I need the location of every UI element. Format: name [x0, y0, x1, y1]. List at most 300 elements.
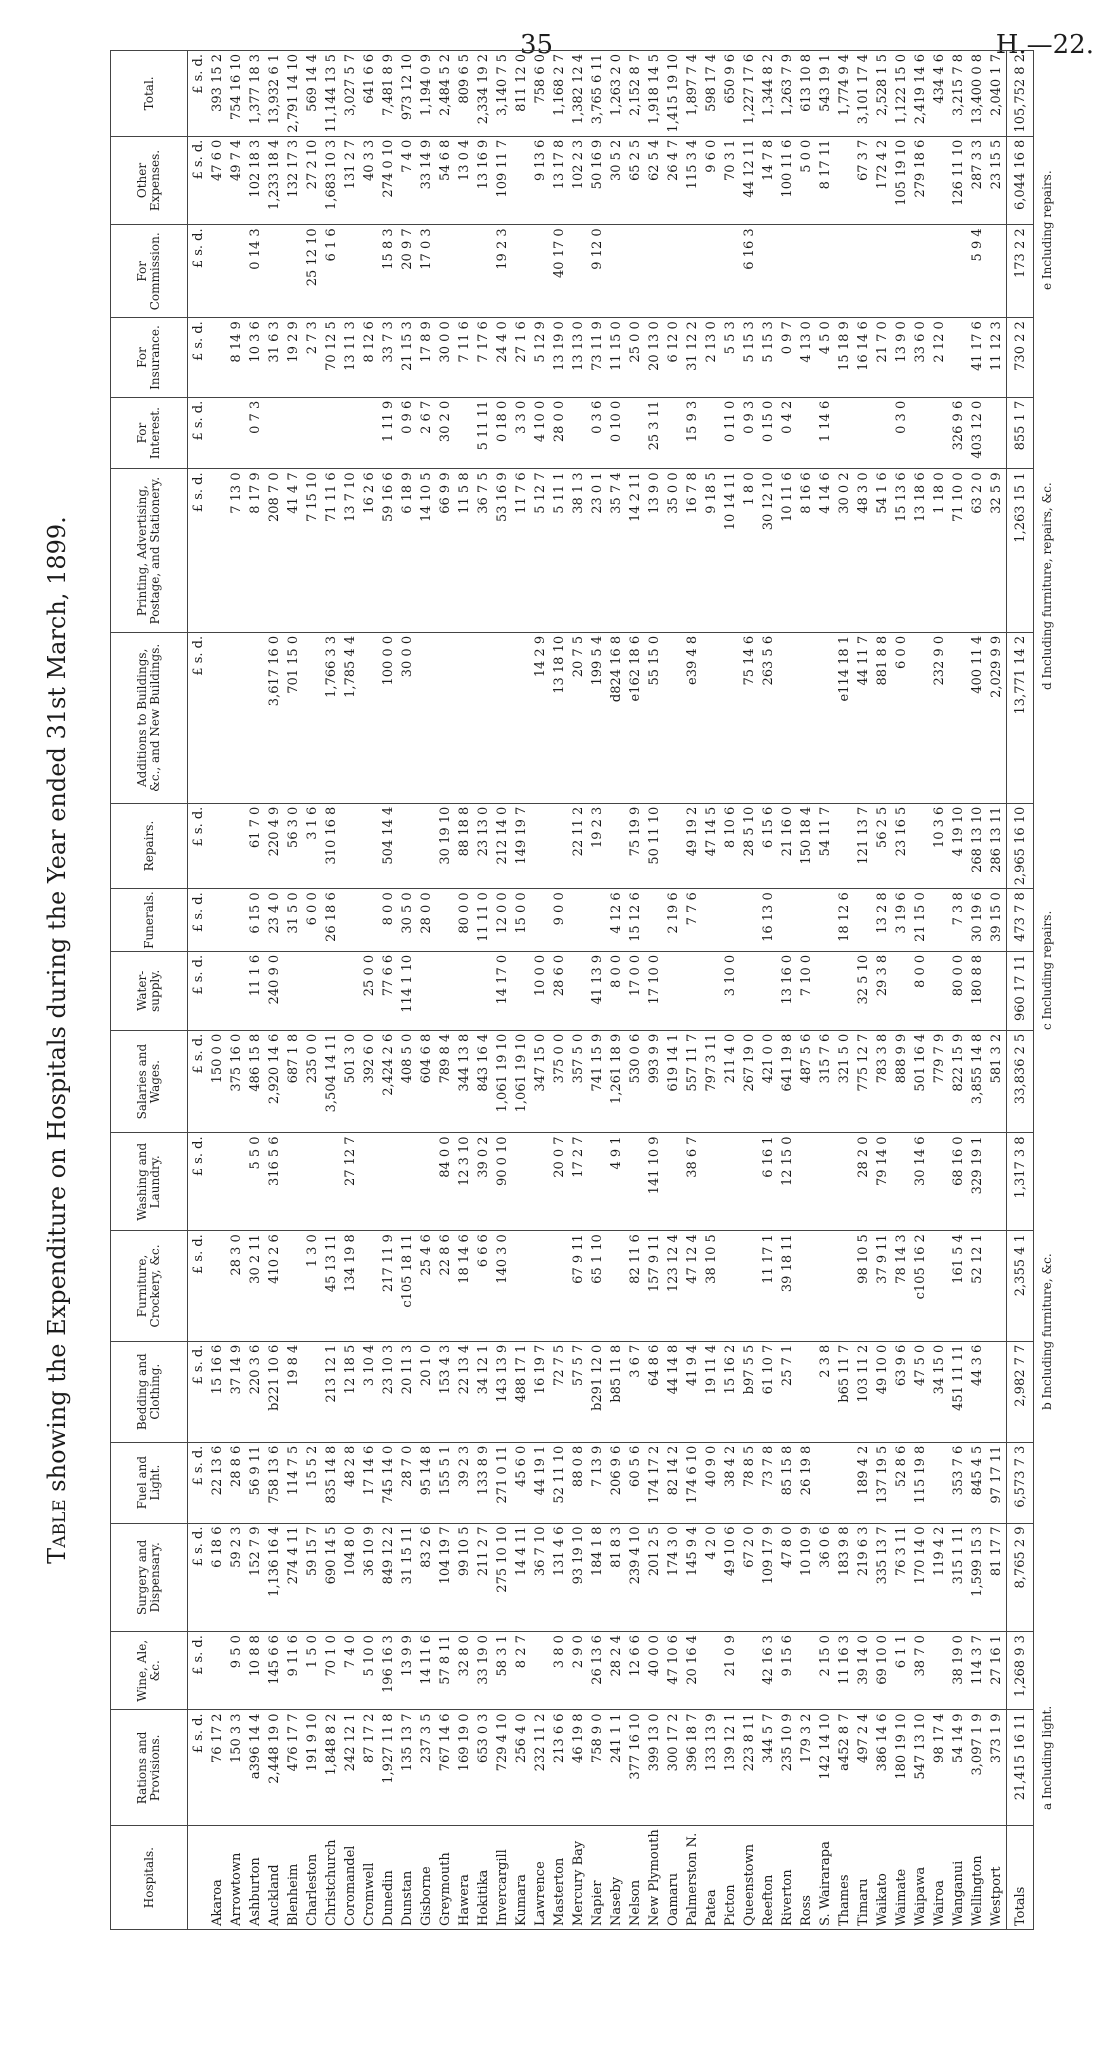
table-cell: 4 13 0 [797, 318, 816, 398]
table-cell: 22 8 6 [436, 1231, 455, 1342]
table-cell: 758 6 0 [531, 51, 550, 137]
table-cell: e39 4 8 [683, 632, 702, 803]
table-cell [493, 632, 512, 803]
table-cell: 13 2 8 [873, 889, 892, 952]
table-cell: 2,920 14 6 [265, 1030, 284, 1133]
hospital-name: Patea [702, 1826, 721, 1930]
table-body [188, 51, 1034, 1930]
table-cell: 1,774 9 4 [835, 51, 854, 137]
table-cell [797, 225, 816, 318]
table-cell: 3,027 5 7 [341, 51, 360, 137]
table-cell: 152 7 9 [246, 1523, 265, 1632]
table-cell: £ s. d. [188, 318, 209, 398]
table-cell: 581 3 2 [987, 1030, 1007, 1133]
hospital-name: Palmerston N. [683, 1826, 702, 1930]
table-cell: 49 7 4 [227, 136, 246, 225]
table-cell: 641 19 8 [778, 1030, 797, 1133]
table-cell: 19 8 4 [284, 1341, 303, 1442]
table-cell: 62 5 4 [645, 136, 664, 225]
hospital-name: Dunedin [379, 1826, 398, 1930]
table-cell: 1,268 9 3 [1007, 1632, 1034, 1710]
table-cell: 10 14 11 [721, 469, 740, 633]
table-cell: 13 0 4 [455, 136, 474, 225]
table-cell: 7 11 6 [455, 318, 474, 398]
hospital-name: Arrowtown [227, 1826, 246, 1930]
table-cell: 741 15 9 [588, 1030, 607, 1133]
table-row [892, 51, 911, 1930]
table-cell: 6,573 7 3 [1007, 1442, 1034, 1523]
table-cell: 1,415 19 10 [664, 51, 683, 137]
table-cell: 6 16 3 [740, 225, 759, 318]
table-row [816, 51, 835, 1930]
table-cell [987, 951, 1007, 1030]
table-row [550, 51, 569, 1930]
table-cell [759, 225, 778, 318]
table-row [626, 51, 645, 1930]
table-row [208, 51, 227, 1930]
table-cell: 5 15 3 [759, 318, 778, 398]
table-cell: 75 19 9 [626, 803, 645, 889]
table-cell: 78 8 5 [740, 1442, 759, 1523]
table-cell [626, 225, 645, 318]
table-cell: 65 1 10 [588, 1231, 607, 1342]
table-cell [797, 1231, 816, 1342]
table-cell: 811 12 0 [512, 51, 531, 137]
table-cell: 25 12 10 [303, 225, 322, 318]
table-cell: 217 11 9 [379, 1231, 398, 1342]
table-cell: 26 4 7 [664, 136, 683, 225]
hospital-name: Napier [588, 1826, 607, 1930]
table-cell [702, 397, 721, 469]
table-cell [626, 397, 645, 469]
table-cell [702, 889, 721, 952]
table-cell: 1,061 19 10 [493, 1030, 512, 1133]
table-cell [550, 803, 569, 889]
table-cell: 52 8 6 [892, 1442, 911, 1523]
table-cell [702, 1133, 721, 1231]
table-cell: 32 8 0 [455, 1632, 474, 1710]
table-cell: 13 9 9 [398, 1632, 417, 1710]
table-cell [987, 225, 1007, 318]
table-cell [664, 1133, 683, 1231]
table-cell: 268 13 10 [968, 803, 987, 889]
table-cell: 758 9 0 [588, 1710, 607, 1826]
table-cell [759, 951, 778, 1030]
table-cell [626, 1133, 645, 1231]
table-cell: 38 7 0 [911, 1632, 930, 1710]
table-cell: 835 14 8 [322, 1442, 341, 1523]
table-cell: 235 0 0 [303, 1030, 322, 1133]
table-cell: 6 15 0 [246, 889, 265, 952]
table-cell [911, 225, 930, 318]
table-cell: 8 0 0 [379, 889, 398, 952]
table-row [740, 51, 759, 1930]
table-cell [208, 1133, 227, 1231]
table-cell: b221 10 6 [265, 1341, 284, 1442]
table-cell [360, 803, 379, 889]
table-cell: 13 7 10 [341, 469, 360, 633]
hospital-name: Wellington [968, 1826, 987, 1930]
table-cell: 45 6 0 [512, 1442, 531, 1523]
table-cell: 104 8 0 [341, 1523, 360, 1632]
hospital-name: Hawera [455, 1826, 474, 1930]
table-cell [379, 1133, 398, 1231]
table-cell: 102 2 3 [569, 136, 588, 225]
table-cell: 287 3 3 [968, 136, 987, 225]
table-cell: 396 18 7 [683, 1710, 702, 1826]
table-cell: 88 18 8 [455, 803, 474, 889]
table-cell: 95 14 8 [417, 1442, 436, 1523]
table-cell [835, 1133, 854, 1231]
table-cell: 30 19 6 [968, 889, 987, 952]
table-cell: 783 3 8 [873, 1030, 892, 1133]
column-header: Total. [111, 51, 188, 137]
table-cell: 180 8 8 [968, 951, 987, 1030]
table-cell: 315 7 6 [816, 1030, 835, 1133]
table-cell: 20 11 3 [398, 1341, 417, 1442]
table-cell [512, 136, 531, 225]
table-cell: 3,617 16 0 [265, 632, 284, 803]
table-cell: 487 5 6 [797, 1030, 816, 1133]
table-cell [208, 889, 227, 952]
table-cell: 15 8 3 [379, 225, 398, 318]
table-cell: 34 12 1 [474, 1341, 493, 1442]
table-cell [227, 951, 246, 1030]
table-cell: 14 10 5 [417, 469, 436, 633]
table-cell: 150 18 4 [797, 803, 816, 889]
table-cell [455, 951, 474, 1030]
table-cell: 199 5 4 [588, 632, 607, 803]
table-cell [987, 1231, 1007, 1342]
table-cell: 3 10 4 [360, 1341, 379, 1442]
table-cell: 393 15 2 [208, 51, 227, 137]
table-cell: 12 18 5 [341, 1341, 360, 1442]
table-cell [721, 225, 740, 318]
hospital-name: Kumara [512, 1826, 531, 1930]
table-cell [740, 951, 759, 1030]
table-cell [664, 803, 683, 889]
table-cell: 400 11 4 [968, 632, 987, 803]
table-cell: 488 17 1 [512, 1341, 531, 1442]
table-cell [436, 225, 455, 318]
table-cell: 38 19 0 [949, 1632, 968, 1710]
table-cell [778, 889, 797, 952]
table-cell: 11 7 6 [512, 469, 531, 633]
table-title-prefix: Table [43, 1499, 71, 1564]
table-cell [835, 951, 854, 1030]
table-cell: 310 16 8 [322, 803, 341, 889]
table-cell: 822 15 9 [949, 1030, 968, 1133]
table-cell: 15 0 0 [512, 889, 531, 952]
table-cell: 15 18 9 [835, 318, 854, 398]
table-cell: 80 0 0 [455, 889, 474, 952]
hospital-name: Mercury Bay [569, 1826, 588, 1930]
table-cell: 650 9 6 [721, 51, 740, 137]
table-cell: 169 19 0 [455, 1710, 474, 1826]
table-cell: 22 13 6 [208, 1442, 227, 1523]
column-header: Washing and Laundry. [111, 1133, 188, 1231]
page-number: 35 [520, 30, 554, 60]
table-cell: 76 3 11 [892, 1523, 911, 1632]
table-cell: 41 4 7 [284, 469, 303, 633]
table-cell [208, 469, 227, 633]
table-cell: 6 0 0 [303, 889, 322, 952]
table-cell [474, 632, 493, 803]
table-cell: 1 5 0 [303, 1632, 322, 1710]
table-cell: 47 12 4 [683, 1231, 702, 1342]
table-cell: 1,599 15 3 [968, 1523, 987, 1632]
table-cell: £ s. d. [188, 1632, 209, 1710]
column-header: For Commission. [111, 225, 188, 318]
table-cell: 758 13 6 [265, 1442, 284, 1523]
table-cell: 39 15 0 [987, 889, 1007, 952]
table-cell [797, 1632, 816, 1710]
table-cell: 1,766 3 3 [322, 632, 341, 803]
table-cell [208, 1632, 227, 1710]
table-cell: 16 2 6 [360, 469, 379, 633]
table-cell: 501 3 0 [341, 1030, 360, 1133]
table-cell [360, 1133, 379, 1231]
hospital-name: Masterton [550, 1826, 569, 1930]
table-cell: 140 3 0 [493, 1231, 512, 1342]
table-cell [702, 1632, 721, 1710]
table-cell: 23 15 5 [987, 136, 1007, 225]
column-header: For Insurance. [111, 318, 188, 398]
table-cell: 31 6 3 [265, 318, 284, 398]
table-cell [930, 225, 949, 318]
table-cell: 2,040 1 7 [987, 51, 1007, 137]
table-cell: 79 14 0 [873, 1133, 892, 1231]
table-cell: 80 0 0 [949, 951, 968, 1030]
table-cell: 267 19 0 [740, 1030, 759, 1133]
table-cell [436, 632, 455, 803]
table-cell: 408 5 0 [398, 1030, 417, 1133]
table-cell: 1 14 6 [816, 397, 835, 469]
table-cell: 1,122 15 0 [892, 51, 911, 137]
table-cell [816, 889, 835, 952]
table-cell [360, 397, 379, 469]
column-header: Wine, Ale, &c. [111, 1632, 188, 1710]
table-cell: 173 2 2 [1007, 225, 1034, 318]
table-cell: 119 4 2 [930, 1523, 949, 1632]
table-cell: 19 2 3 [493, 225, 512, 318]
table-cell: 135 13 7 [398, 1710, 417, 1826]
table-cell: 1,263 7 9 [778, 51, 797, 137]
hospital-name: Invercargill [493, 1826, 512, 1930]
table-cell: 275 10 10 [493, 1523, 512, 1632]
table-cell: 497 2 4 [854, 1710, 873, 1826]
table-cell: 6 1 1 [892, 1632, 911, 1710]
table-cell: 11 17 1 [759, 1231, 778, 1342]
table-cell [531, 1133, 550, 1231]
hospital-name: Reefton [759, 1826, 778, 1930]
table-cell: 232 9 0 [930, 632, 949, 803]
table-cell: 15 5 2 [303, 1442, 322, 1523]
table-cell [284, 225, 303, 318]
table-cell: 12 3 10 [455, 1133, 474, 1231]
table-cell [949, 225, 968, 318]
table-cell [512, 1231, 531, 1342]
column-header: Funerals. [111, 889, 188, 952]
table-cell [740, 1231, 759, 1342]
table-cell: 39 0 2 [474, 1133, 493, 1231]
table-row [227, 51, 246, 1930]
table-cell: 49 19 2 [683, 803, 702, 889]
table-cell: 139 12 1 [721, 1710, 740, 1826]
table-cell: 2,029 9 9 [987, 632, 1007, 803]
table-cell: 11 1 6 [246, 951, 265, 1030]
table-cell: 613 10 8 [797, 51, 816, 137]
table-cell: 21 15 3 [398, 318, 417, 398]
table-cell: 41 17 6 [968, 318, 987, 398]
table-header-row [111, 51, 188, 1930]
table-cell [854, 225, 873, 318]
table-cell [208, 318, 227, 398]
table-cell: 0 3 6 [588, 397, 607, 469]
table-cell [208, 951, 227, 1030]
table-cell [474, 225, 493, 318]
table-cell: 0 9 3 [740, 397, 759, 469]
table-cell: 8 0 0 [607, 951, 626, 1030]
table-cell: 543 19 1 [816, 51, 835, 137]
table-cell: £ s. d. [188, 1030, 209, 1133]
table-cell [360, 1231, 379, 1342]
table-cell: 1,683 10 3 [322, 136, 341, 225]
hospital-name: Waimate [892, 1826, 911, 1930]
table-cell: 14 11 6 [417, 1632, 436, 1710]
table-cell: 39 18 11 [778, 1231, 797, 1342]
table-cell: 2 3 8 [816, 1341, 835, 1442]
table-cell: 729 4 10 [493, 1710, 512, 1826]
table-cell: 530 0 6 [626, 1030, 645, 1133]
table-cell: 377 16 10 [626, 1710, 645, 1826]
table-cell: 49 10 6 [721, 1523, 740, 1632]
table-row [493, 51, 512, 1930]
table-cell: 219 6 3 [854, 1523, 873, 1632]
table-cell: 767 14 6 [436, 1710, 455, 1826]
table-cell: 473 7 8 [1007, 889, 1034, 952]
table-row [246, 51, 265, 1930]
table-cell [284, 397, 303, 469]
table-cell: 14 17 0 [493, 951, 512, 1030]
table-cell: £ s. d. [188, 136, 209, 225]
table-cell: 114 1 10 [398, 951, 417, 1030]
table-cell: 1,194 0 9 [417, 51, 436, 137]
table-row [398, 51, 417, 1930]
table-cell [721, 1133, 740, 1231]
column-header: Rations and Provisions. [111, 1710, 188, 1826]
table-cell: 78 14 3 [892, 1231, 911, 1342]
table-cell: 279 18 6 [911, 136, 930, 225]
table-cell: 85 15 8 [778, 1442, 797, 1523]
table-cell: b291 12 0 [588, 1341, 607, 1442]
table-cell: 1,927 11 8 [379, 1710, 398, 1826]
table-cell: 33 6 0 [911, 318, 930, 398]
table-cell [341, 889, 360, 952]
table-cell: 10 3 6 [246, 318, 265, 398]
table-cell: 13 13 0 [569, 318, 588, 398]
table-cell: 28 8 6 [227, 1442, 246, 1523]
table-cell: 145 9 4 [683, 1523, 702, 1632]
table-cell: 993 9 9 [645, 1030, 664, 1133]
table-cell: 44 19 1 [531, 1442, 550, 1523]
table-cell [531, 225, 550, 318]
table-cell: 3,215 7 8 [949, 51, 968, 137]
table-row [607, 51, 626, 1930]
table-cell [702, 225, 721, 318]
table-cell: 98 10 5 [854, 1231, 873, 1342]
table-cell: 9 0 0 [550, 889, 569, 952]
table-cell [512, 225, 531, 318]
table-cell: 2 7 3 [303, 318, 322, 398]
table-cell: 3 10 0 [721, 951, 740, 1030]
table-cell: 1,317 3 8 [1007, 1133, 1034, 1231]
table-cell: 6 6 6 [474, 1231, 493, 1342]
table-cell: 20 1 0 [417, 1341, 436, 1442]
table-row [303, 51, 322, 1930]
table-cell: 242 12 1 [341, 1710, 360, 1826]
table-cell: 66 9 9 [436, 469, 455, 633]
table-cell: 39 2 3 [455, 1442, 474, 1523]
table-cell: 15 13 6 [892, 469, 911, 633]
table-cell: 24 4 0 [493, 318, 512, 398]
table-cell [930, 397, 949, 469]
table-cell: 211 2 7 [474, 1523, 493, 1632]
table-cell [227, 889, 246, 952]
table-cell [664, 951, 683, 1030]
column-header: Bedding and Clothing. [111, 1341, 188, 1442]
table-cell: 9 15 6 [778, 1632, 797, 1710]
hospital-name: Totals [1007, 1826, 1034, 1930]
table-cell: 145 6 6 [265, 1632, 284, 1710]
hospital-name: Nelson [626, 1826, 645, 1930]
table-cell: 6 18 9 [398, 469, 417, 633]
table-cell: 410 2 6 [265, 1231, 284, 1342]
table-cell: 126 11 10 [949, 136, 968, 225]
table-cell: 109 17 9 [759, 1523, 778, 1632]
table-cell: 105,752 8 2 [1007, 51, 1034, 137]
footnotes [1040, 50, 1066, 1930]
table-cell: 399 13 0 [645, 1710, 664, 1826]
table-row [360, 51, 379, 1930]
table-cell: 3,855 14 8 [968, 1030, 987, 1133]
table-cell: 11 15 0 [607, 318, 626, 398]
table-cell: 335 13 7 [873, 1523, 892, 1632]
table-cell: 775 12 7 [854, 1030, 873, 1133]
table-cell: 26 19 8 [797, 1442, 816, 1523]
hospital-name: Waipawa [911, 1826, 930, 1930]
table-cell: 50 16 9 [588, 136, 607, 225]
table-cell: 16 19 7 [531, 1341, 550, 1442]
table-cell: 27 12 7 [341, 1133, 360, 1231]
hospital-name: New Plymouth [645, 1826, 664, 1930]
table-cell [531, 889, 550, 952]
table-cell: 1,897 7 4 [683, 51, 702, 137]
table-cell: 28 0 0 [550, 397, 569, 469]
table-cell: 189 4 2 [854, 1442, 873, 1523]
table-cell: 155 5 1 [436, 1442, 455, 1523]
table-cell: 789 8 4 [436, 1030, 455, 1133]
table-cell: 47 10 6 [664, 1632, 683, 1710]
table-row [778, 51, 797, 1930]
table-cell [341, 225, 360, 318]
table-cell [303, 1341, 322, 1442]
table-cell [531, 1632, 550, 1710]
table-cell: 8,765 2 9 [1007, 1523, 1034, 1632]
hospital-name: Charleston [303, 1826, 322, 1930]
table-cell [322, 951, 341, 1030]
table-cell: 23 4 0 [265, 889, 284, 952]
